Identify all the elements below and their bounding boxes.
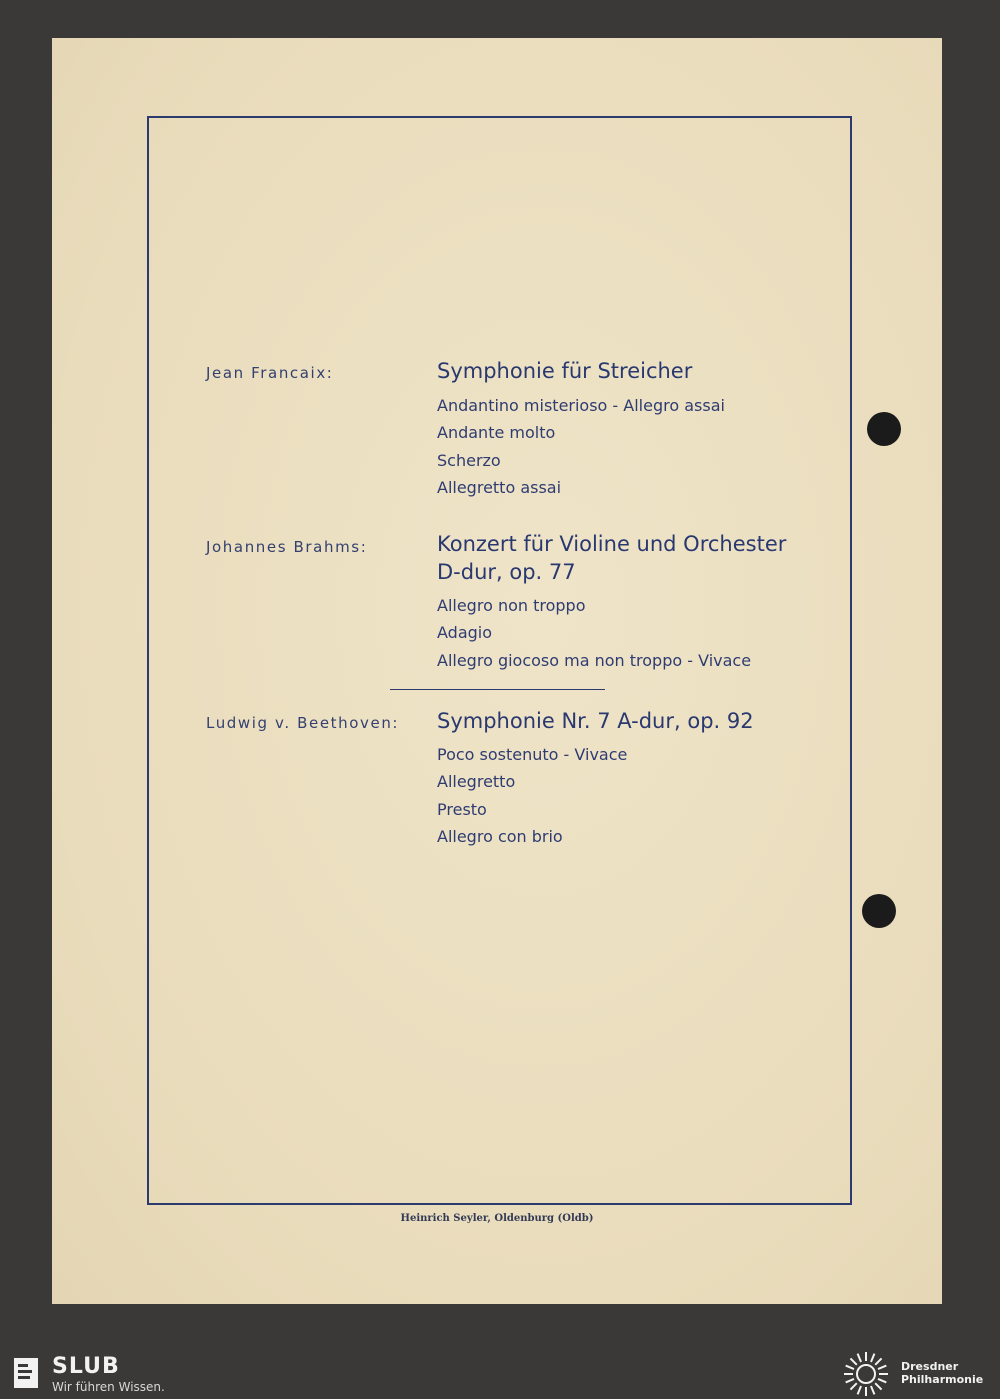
program-page [52,38,942,1304]
work-title-continued: D-dur, op. 77 [437,560,576,584]
movement-item: Allegro non troppo [437,596,586,615]
printer-imprint: Heinrich Seyler, Oldenburg (Oldb) [400,1213,594,1224]
partner-name[interactable] [901,1360,983,1386]
footer-bar [0,1348,1000,1399]
movement-item: Andantino misterioso - Allegro assai [437,396,725,415]
work-title: Symphonie Nr. 7 A-dur, op. 92 [437,709,754,733]
punch-hole-top [867,412,901,446]
movement-item: Poco sostenuto - Vivace [437,745,628,764]
movement-item: Scherzo [437,450,501,470]
composer-name: Johannes Brahms: [206,538,368,556]
partner-name-line2: Philharmonie [901,1373,984,1386]
work-title: Konzert für Violine und Orchester [437,532,787,556]
movement-item: Adagio [437,623,493,643]
movement-item: Presto [437,799,487,819]
library-tagline: Wir führen Wissen. [52,1380,165,1394]
movement-item: Allegro con brio [437,826,563,846]
partner-name-line1: Dresdner [901,1360,959,1373]
slub-logo-icon[interactable] [14,1358,38,1388]
composer-name: Ludwig v. Beethoven: [206,714,400,732]
movement-item: Andante molto [437,423,556,443]
library-name[interactable]: SLUB [52,1354,120,1379]
movement-item: Allegretto [437,772,516,792]
movement-list [437,392,725,501]
movement-list [437,741,627,850]
movement-item: Allegretto assai [437,477,562,497]
intermission-divider [390,689,605,690]
composer-name: Jean Francaix: [206,364,334,382]
philharmonie-logo-icon[interactable] [842,1350,890,1398]
movement-list [437,592,751,674]
punch-hole-bottom [862,894,896,928]
work-title: Symphonie für Streicher [437,359,693,383]
movement-item: Allegro giocoso ma non troppo - Vivace [437,650,752,670]
